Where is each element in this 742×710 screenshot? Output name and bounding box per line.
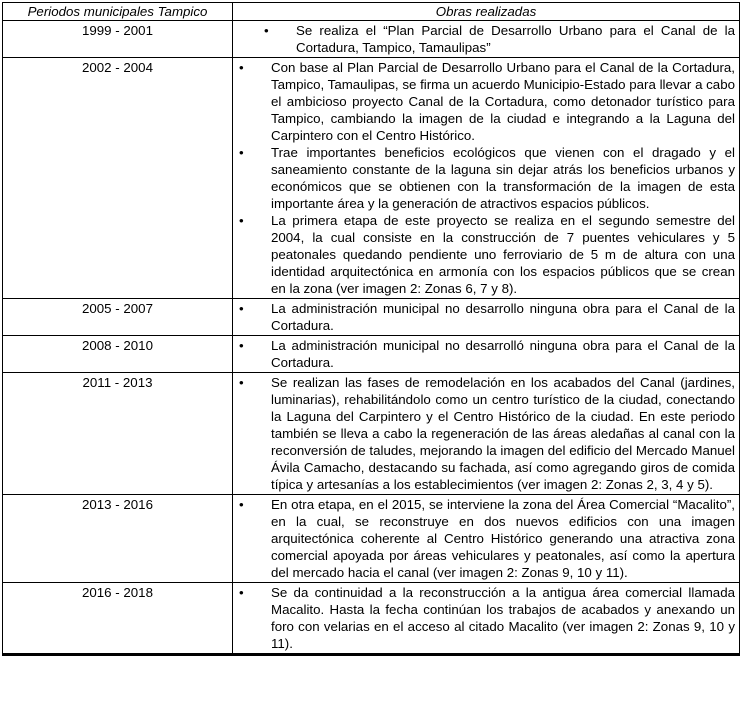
table-row [3, 583, 740, 655]
period-cell: 2008 - 2010 [3, 336, 233, 373]
obra-item: • Con base al Plan Parcial de Desarrollo Urbano para el Canal de la Cortadura, Tampico, Tamaulipas, se firma un acuerdo Municipio-Estado para llevar a cabo el ambicioso proyecto Canal de la Cortadura, como detonador turístico para Tampico, cambiando la imagen de la ciudad e integrando a la Laguna del Carpintero con el Centro Histórico. [238, 59, 735, 144]
obras-list [233, 584, 735, 652]
period-cell: 2002 - 2004 [3, 58, 233, 299]
table-row [3, 21, 740, 58]
table-row [3, 299, 740, 336]
obras-cell [233, 495, 740, 583]
obras-list [233, 374, 735, 493]
period-cell: 2011 - 2013 [3, 373, 233, 495]
obras-cell [233, 583, 740, 655]
obras-list [233, 59, 735, 297]
obras-cell [233, 58, 740, 299]
obras-table [2, 2, 740, 656]
obra-item: • La administración municipal no desarrollo ninguna obra para el Canal de la Cortadura. [238, 300, 735, 334]
obra-item: • En otra etapa, en el 2015, se interviene la zona del Área Comercial “Macalito”, en la cual, se reconstruye en dos nuevos edificios con una imagen arquitectónica coherente al Centro Histórico generando una atractiva zona comercial apoyada por áreas vehiculares y peatonales, así como la apertura del mercado hacia el canal (ver imagen 2: Zonas 9, 10 y 11). [238, 496, 735, 581]
table-row [3, 495, 740, 583]
obra-item: • Se realizan las fases de remodelación en los acabados del Canal (jardines, luminarias), rehabilitándolo como un centro turístico de la ciudad, conectando la Laguna del Carpintero y el Centro Histórico de la ciudad. En este periodo también se lleva a cabo la regeneración de las áreas aledañas al canal con la reconversión de taludes, mejorando la imagen del edificio del Mercado Manuel Ávila Camacho, destacando su fachada, así como agregando giros de comida típica y artesanías a los establecimientos (ver imagen 2: Zonas 2, 3, 4 y 5). [238, 374, 735, 493]
obras-list [233, 300, 735, 334]
table-body [3, 21, 740, 655]
period-cell: 2005 - 2007 [3, 299, 233, 336]
obra-item: • La administración municipal no desarrolló ninguna obra para el Canal de la Cortadura. [238, 337, 735, 371]
obras-cell [233, 336, 740, 373]
obras-cell [233, 299, 740, 336]
period-cell: 2013 - 2016 [3, 495, 233, 583]
obras-cell [233, 21, 740, 58]
obra-item: • Se realiza el “Plan Parcial de Desarrollo Urbano para el Canal de la Cortadura, Tampico, Tamaulipas” [263, 22, 735, 56]
obra-item: • La primera etapa de este proyecto se realiza en el segundo semestre del 2004, la cual consiste en la construcción de 7 puentes vehiculares y 5 peatonales quedando pendiente uno ferroviario de 5 m de altura con una identidad arquitectónica en armonía con los espacios públicos que se crean en la zona (ver imagen 2: Zonas 6, 7 y 8). [238, 212, 735, 297]
period-cell: 2016 - 2018 [3, 583, 233, 655]
obras-list [233, 337, 735, 371]
obras-list [233, 496, 735, 581]
table-row [3, 373, 740, 495]
header-obras-realizadas: Obras realizadas [233, 3, 740, 21]
obras-cell [233, 373, 740, 495]
period-cell: 1999 - 2001 [3, 21, 233, 58]
obra-item: • Se da continuidad a la reconstrucción a la antigua área comercial llamada Macalito. Hasta la fecha continúan los trabajos de acabados y anexando un foro con velarias en el acceso al citado Macalito (ver imagen 2: Zonas 9, 10 y 11). [238, 584, 735, 652]
table-row [3, 58, 740, 299]
header-periodos-municipales: Periodos municipales Tampico [3, 3, 233, 21]
obra-item: • Trae importantes beneficios ecológicos que vienen con el dragado y el saneamiento constante de la laguna sin dejar atrás los beneficios urbanos y económicos que se obtienen con la transformación de la imagen de esta importante área y la generación de atractivos espacios públicos. [238, 144, 735, 212]
header-row [3, 3, 740, 21]
table-row [3, 336, 740, 373]
obras-list [233, 22, 735, 56]
